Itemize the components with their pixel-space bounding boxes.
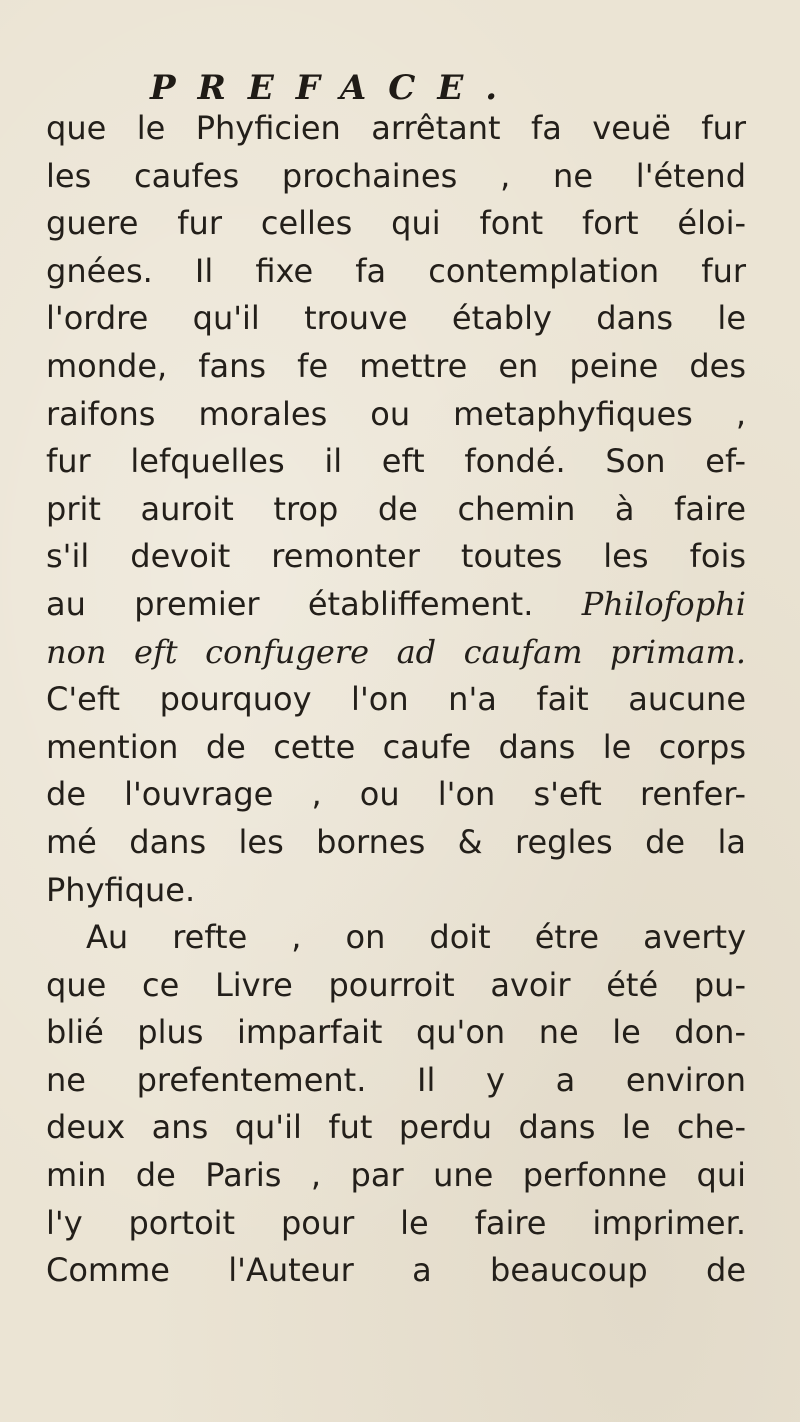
- text-line: C'eft pourquoy l'on n'a fait aucune: [46, 680, 746, 719]
- text-line: monde, fans fe mettre en peine des: [46, 346, 746, 385]
- page-body: [46, 105, 746, 1295]
- text-line: min de Paris , par une perfonne qui: [46, 1156, 746, 1195]
- running-head: PREFACE.: [150, 68, 520, 108]
- text-line: Comme l'Auteur a beaucoup de: [46, 1251, 746, 1290]
- latin-quote-line: non eft confugere ad caufam primam.: [46, 632, 746, 671]
- text-line: s'il devoit remonter toutes les fois: [46, 537, 746, 576]
- text-line: mention de cette caufe dans le corps: [46, 727, 746, 766]
- text-line: raifons morales ou metaphyfiques ,: [46, 394, 746, 433]
- text-line: que le Phyficien arrêtant fa veuë fur: [46, 109, 746, 147]
- text-line: de l'ouvrage , ou l'on s'eft renfer-: [46, 775, 746, 814]
- text-line: mé dans les bornes & regles de la: [46, 822, 746, 861]
- latin-quote-start: Philofophi: [581, 584, 747, 623]
- text-line: blié plus imparfait qu'on ne le don-: [46, 1013, 746, 1052]
- text-line: fur lefquelles il eft fondé. Son ef-: [46, 442, 746, 481]
- text-line: l'ordre qu'il trouve étably dans le: [46, 299, 746, 338]
- text-line: l'y portoit pour le faire imprimer.: [46, 1203, 746, 1242]
- text-line: gnées. Il fixe fa contemplation fur: [46, 251, 746, 290]
- text-line: que ce Livre pourroit avoir été pu-: [46, 965, 746, 1004]
- text-line-segment: au premier établiffement.: [46, 584, 534, 623]
- text-line: deux ans qu'il fut perdu dans le che-: [46, 1108, 746, 1147]
- text-line: prit auroit trop de chemin à faire: [46, 489, 746, 528]
- paragraph-start-line: Au refte , on doit étre averty: [86, 918, 746, 957]
- text-line: les caufes prochaines , ne l'étend: [46, 156, 746, 195]
- text-line: ne prefentement. Il y a environ: [46, 1060, 746, 1099]
- text-line-with-latin: [46, 581, 746, 629]
- text-line: guere fur celles qui font fort éloi-: [46, 204, 746, 243]
- text-line: Phyfique.: [46, 870, 196, 909]
